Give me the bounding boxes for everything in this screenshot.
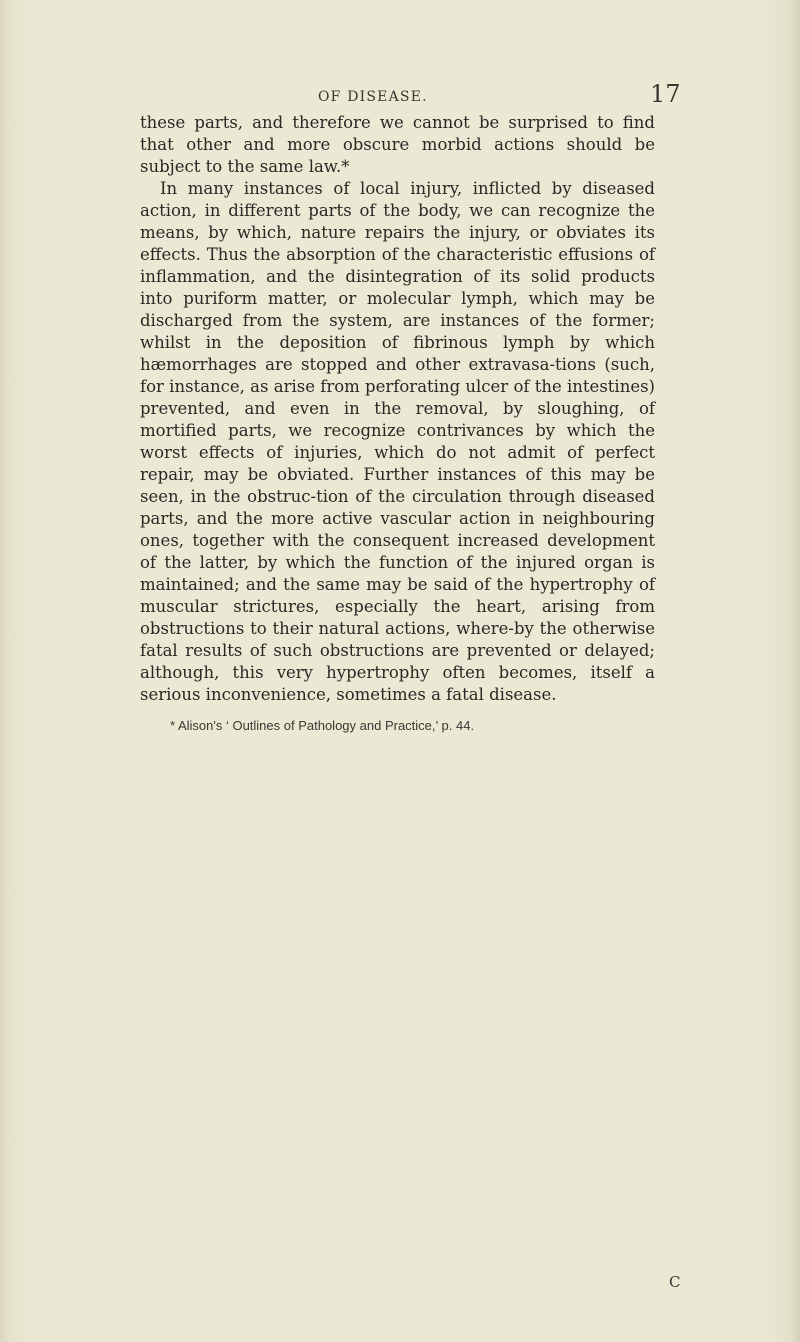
paragraph-main: In many instances of local injury, inflicted by diseased action, in different parts of the body, we can recognize the means, by which, nature repairs the injury, or obviates its effects. Thus the absorption of the characteristic effusions of inflammation, and the disintegration of its solid products into puriform matter, or molecular lymph, which may be discharged from the system, are instances of the former; whilst in the deposition of fibrinous lymph by which hæmorrhages are stopped and other extravasa-tions (such, for instance, as arise from perforating ulcer of the intestines) prevented, and even in the removal, by sloughing, of mortified parts, we recognize contrivances by which the worst effects of injuries, which do not admit of perfect repair, may be obviated. Further instances of this may be seen, in the obstruc-tion of the circulation through diseased parts, and the more active vascular action in neighbouring ones, together with the consequent increased development of the latter, by which the function of the injured organ is maintained; and the same may be said of the hypertrophy of muscular strictures, especially the heart, arising from obstructions to their natural actions, where-by the otherwise fatal results of such obstructions are prevented or delayed; although, this very hypertrophy often becomes, itself a serious inconvenience, sometimes a fatal disease.: [140, 179, 655, 704]
body-text: [140, 112, 655, 706]
running-title: OF DISEASE.: [318, 89, 428, 105]
page-number: 17: [650, 80, 681, 108]
signature-mark: C: [669, 1273, 681, 1291]
footnote: * Alison's ‘ Outlines of Pathology and Practice,’ p. 44.: [170, 718, 475, 733]
paragraph-continued: these parts, and therefore we cannot be surprised to find that other and more obscure morbid actions should be subject to the same law.*: [140, 113, 655, 176]
